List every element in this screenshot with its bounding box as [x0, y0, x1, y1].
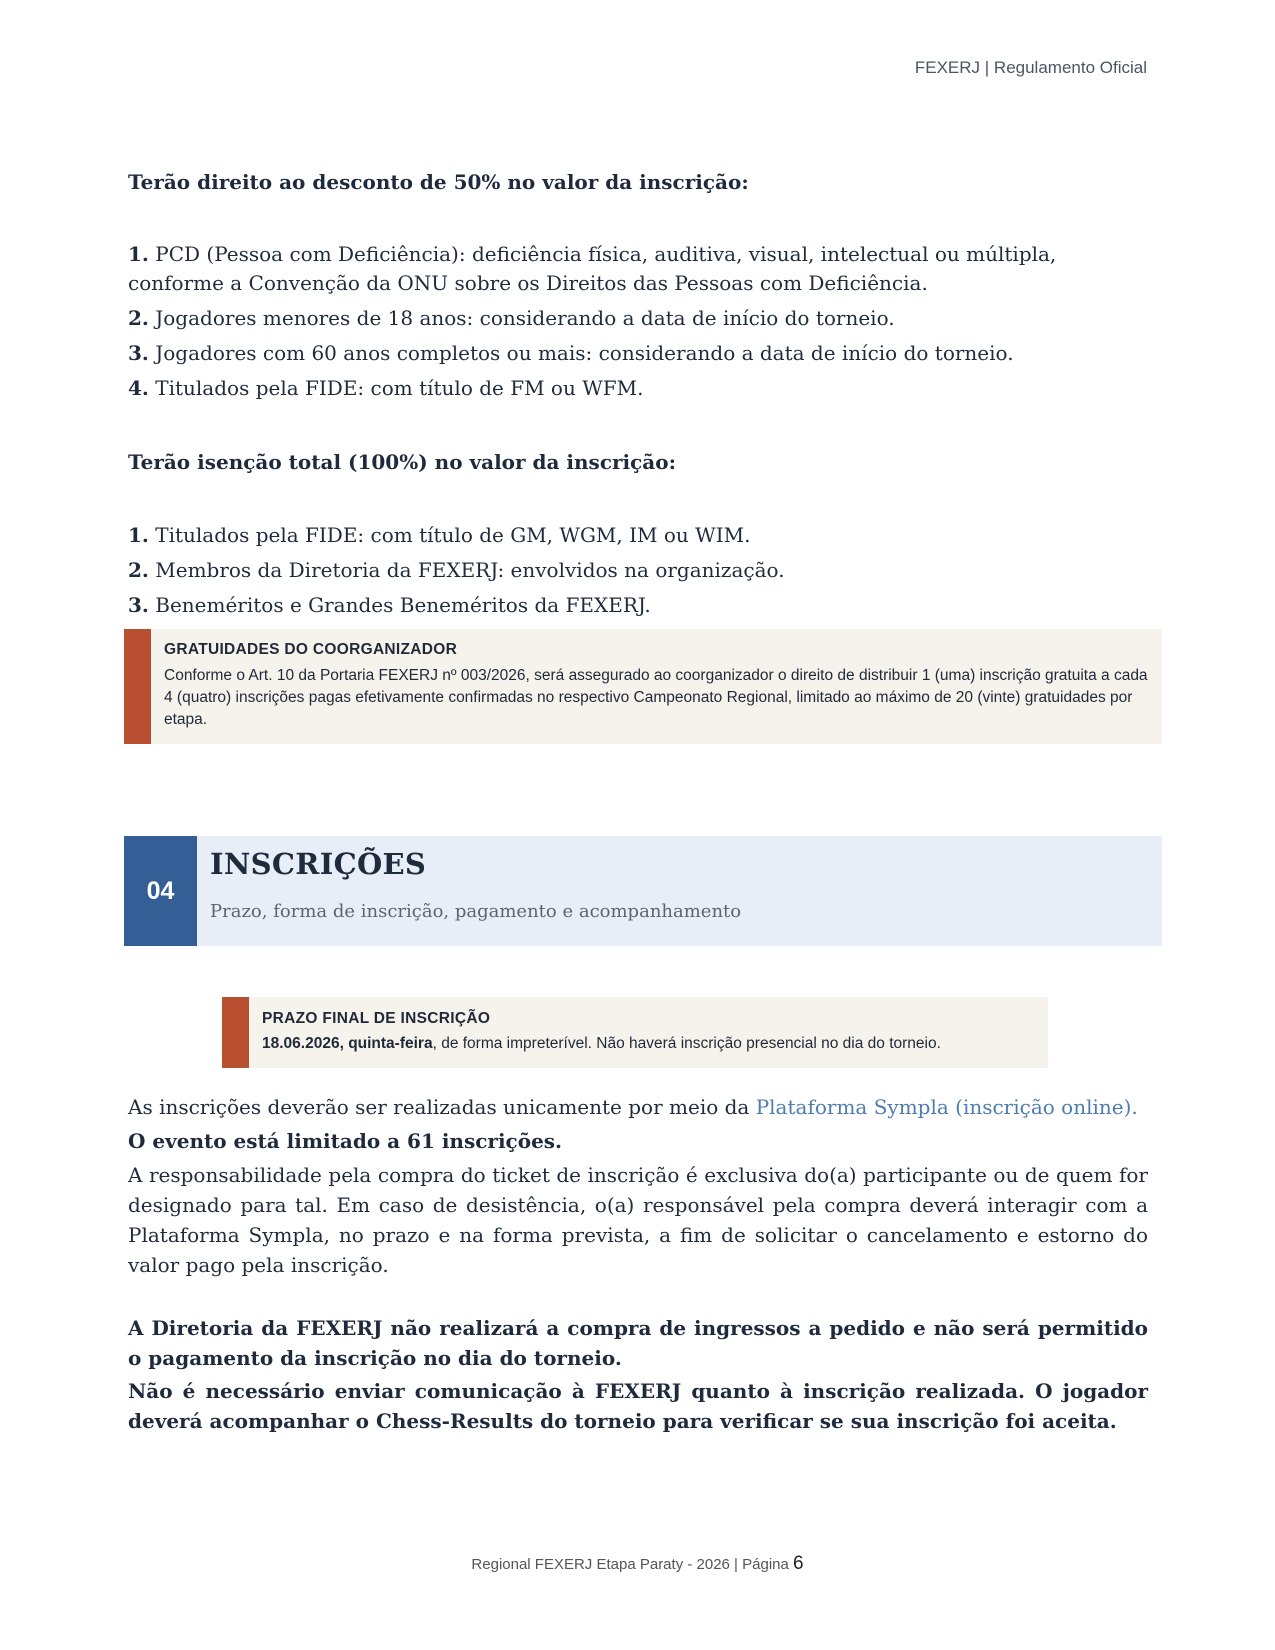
deadline-text: , de forma impreterível. Não haverá inscrição presencial no dia do torneio.	[432, 1035, 941, 1052]
item-number: 3.	[128, 593, 149, 617]
item-number: 2.	[128, 306, 149, 330]
callout-accent-bar	[222, 997, 249, 1068]
item-number: 2.	[128, 558, 149, 582]
paragraph-responsibility: A responsabilidade pela compra do ticket de inscrição é exclusiva do(a) participante ou de quem for designado para tal. Em caso de desistência, o(a) responsável pela compra deverá interagir com a Plataforma Sympla, no prazo e na forma prevista, a fim de solicitar o cancelamento e estorno do valor pago pela inscrição.	[128, 1163, 1148, 1277]
item-number: 1.	[128, 523, 149, 547]
discount-heading: Terão direito ao desconto de 50% no valor da inscrição:	[128, 170, 749, 194]
paragraph-chess-results: Não é necessário enviar comunicação à FEXERJ quanto à inscrição realizada. O jogador deverá acompanhar o Chess-Results do torneio para verificar se sua inscrição foi aceita.	[128, 1379, 1148, 1433]
item-number: 1.	[128, 242, 149, 266]
exemption-heading: Terão isenção total (100%) no valor da inscrição:	[128, 450, 676, 474]
section-header	[124, 836, 1162, 946]
section-title: INSCRIÇÕES	[210, 847, 427, 881]
item-number: 3.	[128, 341, 149, 365]
item-text: Membros da Diretoria da FEXERJ: envolvidos na organização.	[148, 558, 785, 582]
list-item	[128, 240, 1148, 298]
footer-text: Regional FEXERJ Etapa Paraty - 2026 | Página	[471, 1556, 793, 1573]
sympla-link[interactable]: Plataforma Sympla (inscrição online).	[755, 1095, 1138, 1119]
callout-title: GRATUIDADES DO COORGANIZADOR	[164, 641, 458, 658]
page-number: 6	[793, 1553, 804, 1574]
paragraph-registration	[128, 1092, 1148, 1122]
paragraph-limit: O evento está limitado a 61 inscrições.	[128, 1129, 563, 1153]
item-text: Beneméritos e Grandes Beneméritos da FEXERJ.	[148, 593, 651, 617]
list-item	[128, 374, 1148, 403]
page-footer	[0, 1553, 1275, 1575]
discount-list	[128, 240, 1148, 403]
callout-title: PRAZO FINAL DE INSCRIÇÃO	[262, 1010, 491, 1027]
section-subtitle: Prazo, forma de inscrição, pagamento e acompanhamento	[210, 901, 742, 922]
item-number: 4.	[128, 376, 149, 400]
page-header: FEXERJ | Regulamento Oficial	[914, 58, 1147, 77]
item-text: Jogadores menores de 18 anos: considerando a data de início do torneio.	[148, 306, 895, 330]
paragraph-text: As inscrições deverão ser realizadas unicamente por meio da	[128, 1095, 756, 1119]
list-item	[128, 339, 1148, 368]
deadline-date: 18.06.2026, quinta-feira	[262, 1035, 433, 1052]
list-item	[128, 304, 1148, 333]
item-text: Titulados pela FIDE: com título de GM, WGM, IM ou WIM.	[148, 523, 751, 547]
coorganizer-callout	[124, 629, 1162, 744]
list-item	[128, 591, 1148, 620]
item-text: PCD (Pessoa com Deficiência): deficiência física, auditiva, visual, intelectual ou múltipla, conforme a Convenção da ONU sobre os Direitos das Pessoas com Deficiência.	[128, 242, 1057, 295]
item-text: Jogadores com 60 anos completos ou mais: considerando a data de início do torneio.	[148, 341, 1014, 365]
list-item	[128, 556, 1148, 585]
deadline-callout	[222, 997, 1048, 1068]
item-text: Titulados pela FIDE: com título de FM ou WFM.	[148, 376, 644, 400]
exemption-list	[128, 521, 1148, 620]
paragraph-no-purchase: A Diretoria da FEXERJ não realizará a compra de ingressos a pedido e não será permitido o pagamento da inscrição no dia do torneio.	[128, 1316, 1148, 1370]
list-item	[128, 521, 1148, 550]
callout-body: Conforme o Art. 10 da Portaria FEXERJ nº 003/2026, será assegurado ao coorganizador o direito de distribuir 1 (uma) inscrição gratuita a cada 4 (quatro) inscrições pagas efetivamente confirmadas no respectivo Campeonato Regional, limitado ao máximo de 20 (vinte) gratuidades por etapa.	[164, 667, 1148, 728]
callout-accent-bar	[124, 629, 151, 744]
section-number: 04	[124, 836, 197, 946]
